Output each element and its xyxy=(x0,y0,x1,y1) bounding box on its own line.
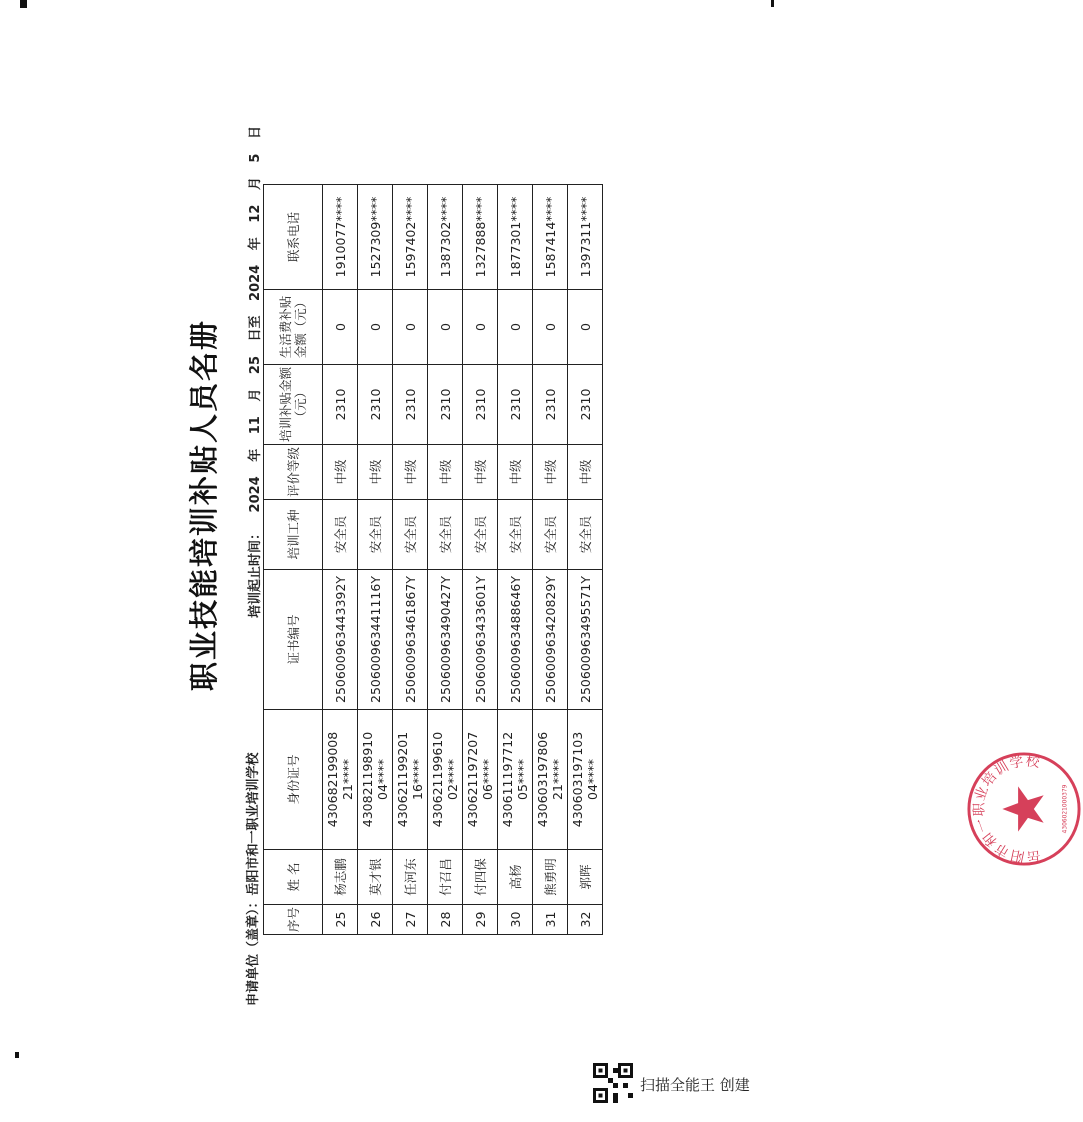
official-seal xyxy=(965,750,1083,868)
row-id-number: 430611197712​05**** xyxy=(498,710,533,850)
rotated-page xyxy=(160,0,1069,1010)
row-living-subsidy: 0 xyxy=(463,290,498,365)
document-title: 职业技能培训补贴人员名册 xyxy=(187,319,221,692)
row-level: 中级 xyxy=(428,445,463,500)
row-trade: 安全员 xyxy=(428,500,463,570)
row-living-subsidy: 0 xyxy=(393,290,428,365)
applicant-name: 岳阳市和一职业培训学校 xyxy=(246,752,261,896)
row-trade: 安全员 xyxy=(358,500,393,570)
row-phone: 1877301**** xyxy=(498,185,533,290)
row-name: 莫才银 xyxy=(358,850,393,905)
row-trade: 安全员 xyxy=(568,500,603,570)
row-certificate-number: 25060096344339​2Y xyxy=(323,570,358,710)
row-id-number: 430621199201​16**** xyxy=(393,710,428,850)
row-phone: 1327888**** xyxy=(463,185,498,290)
row-index: 29 xyxy=(463,905,498,935)
row-id-number: 430621197207​06**** xyxy=(463,710,498,850)
qr-code-icon xyxy=(593,1063,633,1103)
row-index: 27 xyxy=(393,905,428,935)
row-certificate-number: 25060096346186​7Y xyxy=(393,570,428,710)
seal-text: 岳阳市和一职业培训学校 xyxy=(971,753,1042,865)
row-training-subsidy: 2310 xyxy=(568,365,603,445)
header-index: 序号 xyxy=(264,905,323,935)
applicant-unit xyxy=(242,752,261,1006)
table-row xyxy=(498,185,533,935)
row-training-subsidy: 2310 xyxy=(533,365,568,445)
row-certificate-number: 25060096349042​7Y xyxy=(428,570,463,710)
row-training-subsidy: 2310 xyxy=(498,365,533,445)
header-phone: 联系电话 xyxy=(264,185,323,290)
row-training-subsidy: 2310 xyxy=(358,365,393,445)
seal-code: 4306021000379 xyxy=(1062,784,1069,834)
row-phone: 1527309**** xyxy=(358,185,393,290)
row-trade: 安全员 xyxy=(463,500,498,570)
header-id-number: 身份证号 xyxy=(264,710,323,850)
row-certificate-number: 25060096343360​1Y xyxy=(463,570,498,710)
row-training-subsidy: 2310 xyxy=(463,365,498,445)
row-level: 中级 xyxy=(498,445,533,500)
row-id-number: 430603197806​21**** xyxy=(533,710,568,850)
table-row xyxy=(463,185,498,935)
row-phone: 1910077**** xyxy=(323,185,358,290)
table-row xyxy=(393,185,428,935)
scan-mark-left-lower xyxy=(15,1052,19,1058)
row-name: 付召昌 xyxy=(428,850,463,905)
training-period: 培训起止时间： 2024 年 11 月 25 日至 2024 年 12 月 5 日 xyxy=(248,126,263,618)
row-id-number: 430621199610​02**** xyxy=(428,710,463,850)
table-row xyxy=(323,185,358,935)
header-name: 姓 名 xyxy=(264,850,323,905)
row-living-subsidy: 0 xyxy=(568,290,603,365)
row-certificate-number: 25060096344111​6Y xyxy=(358,570,393,710)
table-row xyxy=(428,185,463,935)
row-name: 郭晖 xyxy=(568,850,603,905)
row-level: 中级 xyxy=(393,445,428,500)
row-id-number: 430682199008​21**** xyxy=(323,710,358,850)
table-row xyxy=(568,185,603,935)
row-training-subsidy: 2310 xyxy=(323,365,358,445)
row-level: 中级 xyxy=(533,445,568,500)
row-phone: 1587414**** xyxy=(533,185,568,290)
row-level: 中级 xyxy=(463,445,498,500)
row-living-subsidy: 0 xyxy=(533,290,568,365)
row-training-subsidy: 2310 xyxy=(393,365,428,445)
row-id-number: 430821198910​04**** xyxy=(358,710,393,850)
row-trade: 安全员 xyxy=(323,500,358,570)
row-living-subsidy: 0 xyxy=(323,290,358,365)
row-name: 任河东 xyxy=(393,850,428,905)
row-phone: 1597402**** xyxy=(393,185,428,290)
header-level: 评价等级 xyxy=(264,445,323,500)
header-living-subsidy: 生活费补贴金额（元） xyxy=(264,290,323,365)
row-phone: 1387302**** xyxy=(428,185,463,290)
row-index: 31 xyxy=(533,905,568,935)
row-trade: 安全员 xyxy=(393,500,428,570)
applicant-label: 申请单位（盖章）： xyxy=(246,895,261,1006)
row-index: 25 xyxy=(323,905,358,935)
row-name: 杨志鹏 xyxy=(323,850,358,905)
row-certificate-number: 25060096342082​9Y xyxy=(533,570,568,710)
row-name: 高杨 xyxy=(498,850,533,905)
table-row xyxy=(533,185,568,935)
seal-star xyxy=(1002,786,1043,831)
row-trade: 安全员 xyxy=(533,500,568,570)
scanner-credit: 扫描全能王 创建 xyxy=(640,1076,750,1094)
trainee-table xyxy=(263,184,603,935)
table-row xyxy=(358,185,393,935)
row-certificate-number: 25060096348864​6Y xyxy=(498,570,533,710)
scan-mark-top-left xyxy=(20,0,27,8)
row-level: 中级 xyxy=(358,445,393,500)
row-name: 熊勇明 xyxy=(533,850,568,905)
row-living-subsidy: 0 xyxy=(358,290,393,365)
row-living-subsidy: 0 xyxy=(428,290,463,365)
row-phone: 1397311**** xyxy=(568,185,603,290)
table-header-row xyxy=(264,185,323,935)
header-trade: 培训工种 xyxy=(264,500,323,570)
row-id-number: 430603197103​04**** xyxy=(568,710,603,850)
row-index: 32 xyxy=(568,905,603,935)
row-trade: 安全员 xyxy=(498,500,533,570)
row-name: 付四保 xyxy=(463,850,498,905)
row-index: 30 xyxy=(498,905,533,935)
row-index: 26 xyxy=(358,905,393,935)
row-level: 中级 xyxy=(323,445,358,500)
row-certificate-number: 25060096349557​1Y xyxy=(568,570,603,710)
row-living-subsidy: 0 xyxy=(498,290,533,365)
row-level: 中级 xyxy=(568,445,603,500)
row-index: 28 xyxy=(428,905,463,935)
row-training-subsidy: 2310 xyxy=(428,365,463,445)
header-certificate-number: 证书编号 xyxy=(264,570,323,710)
header-training-subsidy: 培训补贴金额（元） xyxy=(264,365,323,445)
